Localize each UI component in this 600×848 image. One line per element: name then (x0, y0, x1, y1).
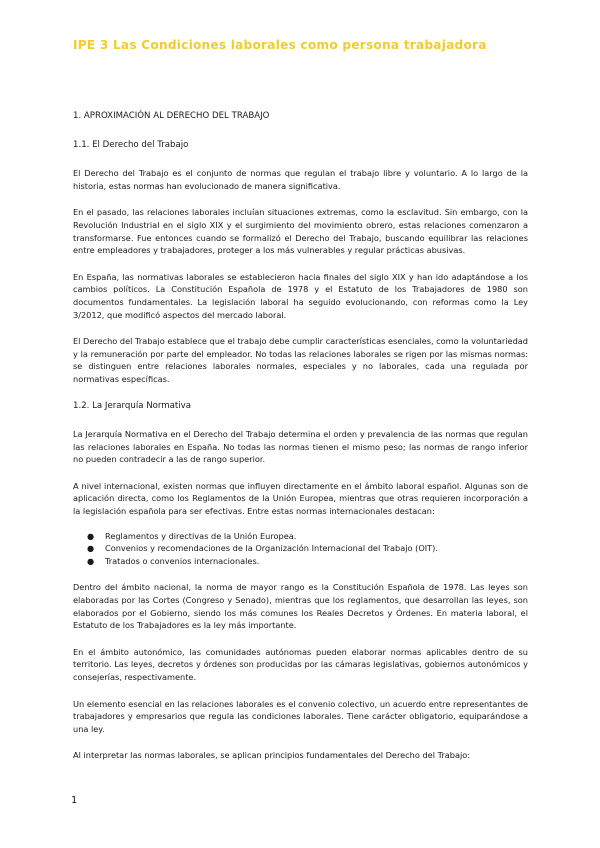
bullet-icon: ● (87, 543, 95, 554)
paragraph: Dentro del ámbito nacional, la norma de mayor rango es la Constitución Española de 1978. Las leyes son elaboradas por las Cortes (Congreso y Senado), mientras que los reglamentos, que desarrollan las leyes, son elaborados por el Gobierno, siendo los más comunes los Reales Decretos y Órdenes. En materia laboral, el Estatuto de los Trabajadores es la ley más importante. (73, 582, 528, 631)
paragraph: El Derecho del Trabajo es el conjunto de normas que regulan el trabajo libre y voluntario. A lo largo de la historia, estas normas han evolucionado de manera significativa. (73, 168, 528, 191)
paragraph: En el ámbito autonómico, las comunidades autónomas pueden elaborar normas aplicables dentro de su territorio. Las leyes, decretos y órdenes son producidas por las cámaras legislativas, gobiernos autonómicos y consejerías, respectivamente. (73, 646, 528, 682)
list-item-text: Reglamentos y directivas de la Unión Europea. (105, 530, 297, 541)
paragraph: Al interpretar las normas laborales, se aplican principios fundamentales del Derecho del Trabajo: (73, 750, 471, 761)
paragraph: A nivel internacional, existen normas que influyen directamente en el ámbito laboral español. Algunas son de aplicación directa, como los Reglamentos de la Unión Europea, mientras que otras requieren incorporación a la legislación española para ser efectivas. Entre estas normas internacionales destacan: (73, 480, 528, 517)
page-number: 1 (71, 795, 78, 806)
paragraph: El Derecho del Trabajo establece que el trabajo debe cumplir características esenciales, como la voluntariedad y la remuneración por parte del empleador. No todas las relaciones laborales se rigen por las mismas normas: se distinguen entre relaciones laborales normales, especiales y no laborales, cada una regulada por normativas específicas. (73, 336, 528, 384)
section-heading-1: 1. APROXIMACIÓN AL DERECHO DEL TRABAJO (73, 111, 270, 121)
document-title: IPE 3 Las Condiciones laborales como persona trabajadora (73, 38, 487, 52)
section-heading-1-1: 1.1. El Derecho del Trabajo (73, 139, 189, 150)
document-body (73, 110, 528, 776)
section-heading-1-2: 1.2. La Jerarquía Normativa (73, 400, 192, 411)
list-item-text: Tratados o convenios internacionales. (105, 555, 260, 566)
list-item-text: Convenios y recomendaciones de la Organización Internacional del Trabajo (OIT). (105, 543, 438, 554)
bullet-icon: ● (87, 555, 95, 566)
list-item (87, 542, 528, 555)
paragraph: En España, las normativas laborales se establecieron hacia finales del siglo XIX y han ido adaptándose a los cambios políticos. La Constitución Española de 1978 y el Estatuto de los Trabajadores de 1980 son documentos fundamentales. La legislación laboral ha seguido evolucionando, con reformas como la Ley 3/2012, que modificó aspectos del mercado laboral. (73, 271, 528, 320)
paragraph: En el pasado, las relaciones laborales incluían situaciones extremas, como la esclavitud. Sin embargo, con la Revolución Industrial en el siglo XIX y el surgimiento del movimiento obrero, estas relaciones comenzaron a transformarse. Fue entonces cuando se formalizó el Derecho del Trabajo, buscando equilibrar las relaciones entre empleadores y trabajadores, proteger a los más vulnerables y regular prácticas abusivas. (73, 207, 528, 256)
paragraph: Un elemento esencial en las relaciones laborales es el convenio colectivo, un acuerdo entre representantes de trabajadores y empresarios que regula las condiciones laborales. Tiene carácter obligatorio, equiparándose a una ley. (73, 698, 528, 734)
list-item (87, 530, 528, 543)
international-norms-list (73, 530, 528, 568)
bullet-icon: ● (87, 530, 95, 541)
list-item (87, 555, 528, 568)
paragraph: La Jerarquía Normativa en el Derecho del Trabajo determina el orden y prevalencia de las normas que regulan las relaciones laborales en España. No todas las normas tienen el mismo peso; las normas de rango inferior no pueden contradecir a las de rango superior. (73, 429, 528, 465)
